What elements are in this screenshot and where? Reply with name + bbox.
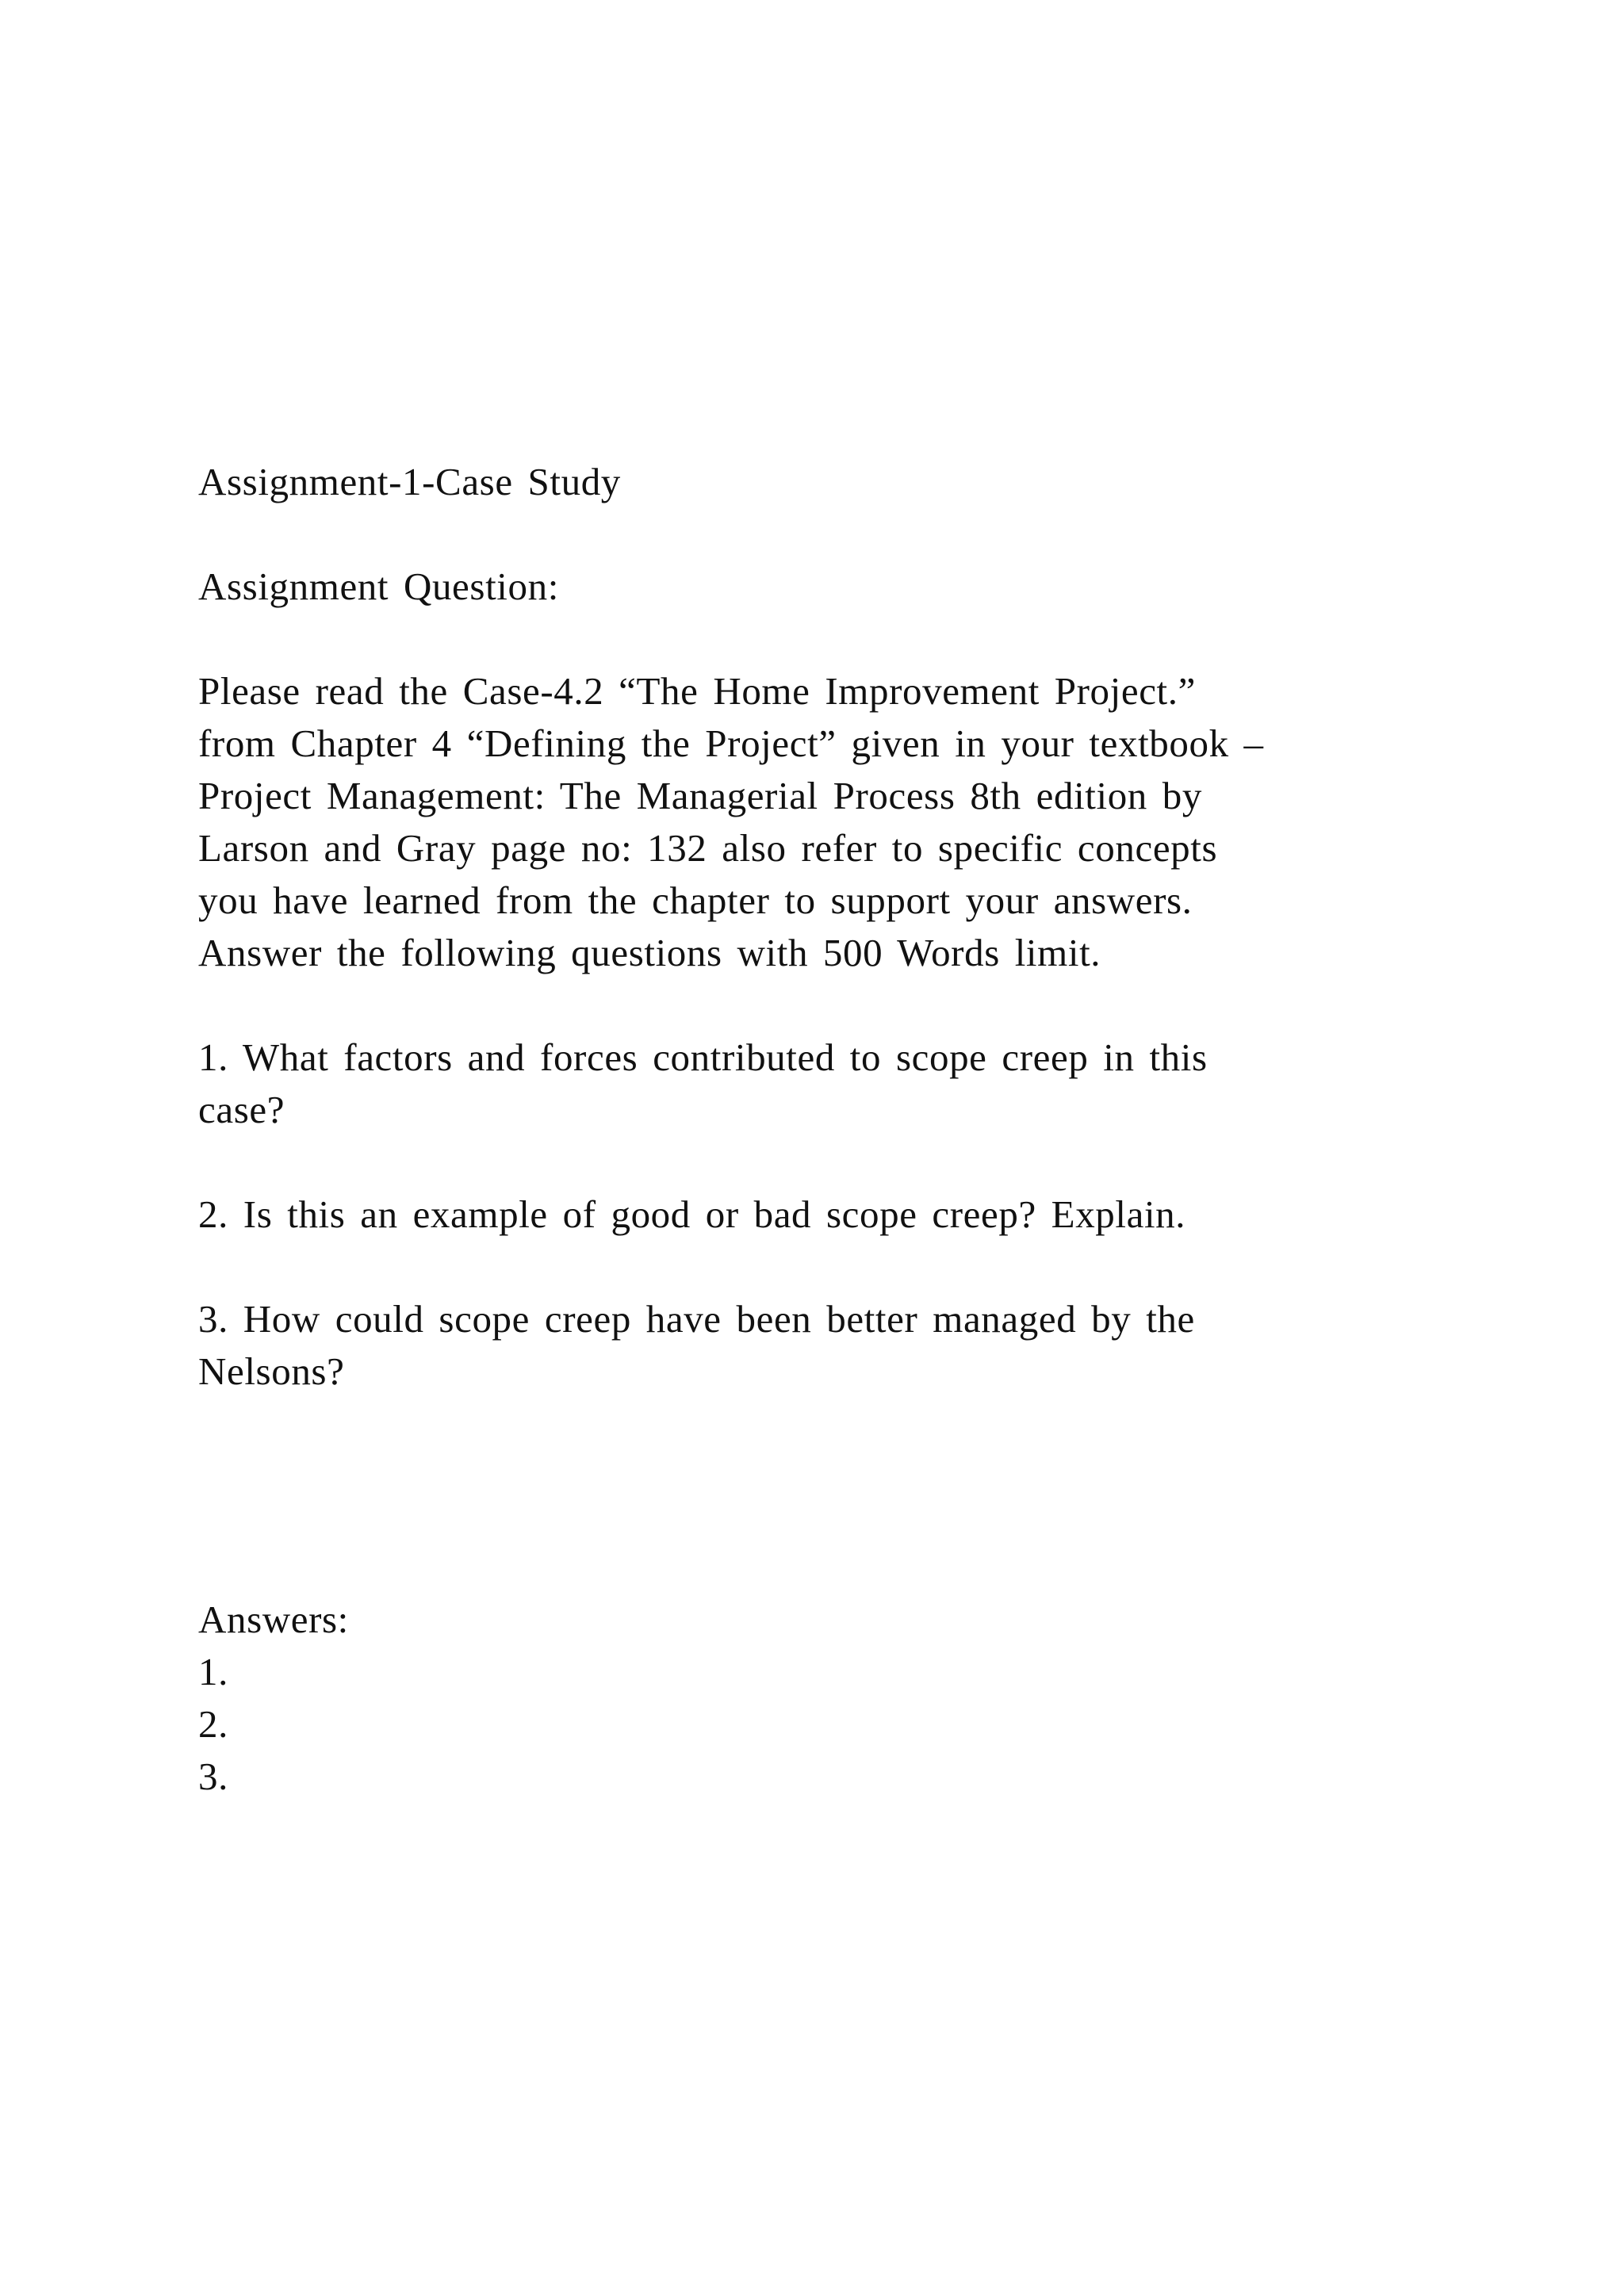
question-line: 2. Is this an example of good or bad scope creep? Explain. [198, 1192, 1186, 1236]
instructions-line: Please read the Case-4.2 “The Home Improvement Project.” [198, 669, 1196, 713]
document-body [198, 456, 1435, 1398]
question-line: Nelsons? [198, 1349, 345, 1393]
spacer [198, 1241, 1435, 1293]
question-heading: Assignment Question: [198, 564, 559, 608]
answer-number: 2. [198, 1702, 228, 1746]
document-title: Assignment-1-Case Study [198, 460, 621, 503]
instructions-paragraph [198, 665, 1435, 979]
instructions-line: Larson and Gray page no: 132 also refer to specific concepts [198, 826, 1218, 870]
instructions-line: Answer the following questions with 500 Words limit. [198, 931, 1101, 974]
answer-number: 1. [198, 1650, 228, 1693]
question-line: 1. What factors and forces contributed to scope creep in this [198, 1035, 1208, 1079]
question-2 [198, 1188, 1435, 1241]
instructions-line: Project Management: The Managerial Process 8th edition by [198, 774, 1202, 817]
answers-section [198, 1594, 349, 1803]
question-line: 3. How could scope creep have been better managed by the [198, 1297, 1195, 1341]
answers-heading: Answers: [198, 1598, 349, 1641]
spacer [198, 1136, 1435, 1188]
spacer [198, 613, 1435, 665]
spacer [198, 508, 1435, 561]
question-1 [198, 1031, 1435, 1136]
question-line: case? [198, 1088, 285, 1131]
instructions-line: you have learned from the chapter to support your answers. [198, 878, 1193, 922]
answer-number: 3. [198, 1755, 228, 1798]
question-3 [198, 1293, 1435, 1398]
spacer [198, 979, 1435, 1031]
instructions-line: from Chapter 4 “Defining the Project” given in your textbook – [198, 721, 1264, 765]
